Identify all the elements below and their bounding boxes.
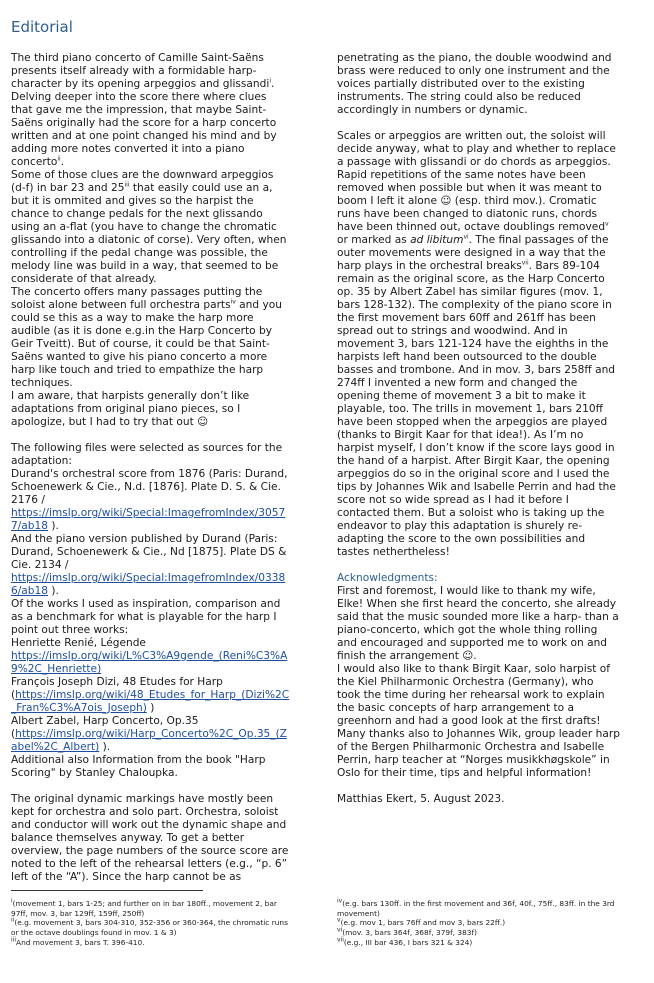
footnotes-left — [11, 899, 289, 948]
footnote-ref[interactable]: iii — [124, 181, 130, 189]
footnote-ref[interactable]: ii — [57, 155, 61, 163]
reduction-paragraph: penetrating as the piano, the double woodwind and brass were reduced to only one instrument and the voices partially distributed over to the existing instruments. The string could also be reduced accordingly in numbers or dynamic. — [337, 52, 612, 116]
inspiration-intro: Of the works I used as inspiration, comparison and as a benchmark for what is playable for the harp I point out three works: — [11, 598, 281, 636]
work-dizi-link[interactable]: https://imslp.org/wiki/48_Etudes_for_Harp_(Dizi%2C_Fran%C3%A7ois_Joseph) — [11, 689, 290, 714]
left-column — [11, 52, 291, 884]
footnote-ref[interactable]: vii — [521, 259, 529, 267]
footnote: $^i$(movement 1, bars 1-25; and further on in bar 180ff., movement 2, bar 97ff, mov. 3, bar 129ff, 159ff, 250ff) — [11, 897, 277, 918]
dynamics-paragraph: The original dynamic markings have mostly been kept for orchestra and solo part. Orchestra, soloist and conductor will work out the dynamic shape and balance themselves anyway. To get a better overview, the page numbers of the source score are noted to the left of the rehearsal letters (e.g., “p. 6” left of the “A”). Since the harp cannot be as — [11, 793, 289, 883]
source-piano: And the piano version published by Durand (Paris: Durand, Schoenewerk & Cie., Nd [1875]. Plate DS & Cie. 2134 / https://imslp.org/wiki/Special:ImagefromIndex/03386/ab18 ). — [11, 533, 287, 597]
footnote-ref[interactable]: i — [269, 77, 271, 85]
footnote: $^{iv}$(e.g. bars 130ff. in the first movement and 36f, 40f., 75ff., 83ff. in the 3rd movement) — [337, 897, 615, 918]
source-piano-link[interactable]: https://imslp.org/wiki/Special:ImagefromIndex/03386/ab18 — [11, 572, 286, 597]
footnote: $^{vi}$(mov. 3, bars 364f, 368f, 379f, 383f) — [337, 926, 477, 938]
scales-paragraph: Scales or arpeggios are written out, the soloist will decide anyway, what to play and whether to replace a passage with glissandi or do chords as arpeggios. Rapid repetitions of the same notes have been removed when possible but when it was meant to boom I left it alone ☺ (esp. third mov.). Cromatic runs have been changed to diatonic runs, chords have been thinned out, octave doublings removed$^v$ or marked as ad libitum$^{vi}$. The final passages of the outer movements were designed in a way that the harp plays in the orchestral breaks$^{vii}$. Bars 89-104 remain as the original score, as the Harp Concerto op. 35 by Albert Zabel has similar figures (mov. 1, bars 128-132). The complexity of the piano score in the first movement bars 60ff and 261ff has been spread out to strings and woodwind. And in movement 3, bars 121-124 have the eighths in the harpists left hand been outsourced to the double basses and trombone. And in mov. 3, bars 258ff and 274ff I invented a new form and changed the opening theme of movement 3 a bit to make it playable, too. The trills in movement 1, bars 210ff have been stopped when the arpeggios are played (thanks to Birgit Kaar for that idea!). As I’m no harpist myself, I don’t know if the score lays good in the hand of a harpist. After Birgit Kaar, the opening arpeggios do so in the original score and I used the tips by Johannes Wik and Isabelle Perrin and had the score not so wide spread as I had it before I contacted them. But a soloist who is taking up the endeavor to play this adaptation is shurely re-adapting the score to the own possibilities and tastes nethertheless! — [337, 130, 616, 558]
additional-info: Additional also Information from the book "Harp Scoring" by Stanley Chaloupka. — [11, 754, 266, 779]
thanks-wife: First and foremost, I would like to thank my wife, Elke! When she first heard the concerto, she already said that the music sounded more like a harp- than a piano-concerto, which got the whole thing rolling and encouraged and supported me to work on and finish the arrangement ☺. — [337, 585, 619, 662]
footnote: $^{ii}$(e.g. movement 3, bars 304-310, 352-356 or 360-364, the chromatic runs or the octave doublings found in mov. 1 & 3) — [11, 916, 288, 938]
work-renie: Henriette Renié, Légende https://imslp.org/wiki/L%C3%A9gende_(Reni%C3%A9%2C_Henriette) — [11, 637, 288, 675]
intro-paragraph: The third piano concerto of Camille Saint-Saëns presents itself already with a formidable harp-character by its opening arpeggios and glissandi$^i$. Delving deeper into the score there where clues that gave me the impression, that maybe Saint-Saëns originally had the score for a harp concerto written and at one point changed his mind and by adding more notes converted it into a piano concerto$^{ii}$. — [11, 52, 277, 168]
footnote-divider — [11, 890, 203, 891]
footnote-ref[interactable]: iv — [230, 298, 236, 306]
thanks-harpists: I would also like to thank Birgit Kaar, solo harpist of the Kiel Philharmonic Orchestra (Germany), who took the time during her rehearsal work to explain the basic concepts of harp arrangement to a greenhorn and had a good look at the first drafts! Many thanks also to Johannes Wik, group leader harp of the Bergen Philharmonic Orchestra and Isabelle Perrin, harp teacher at “Norges musikkhøgskole” in Oslo for their time, tips and helpful information! — [337, 663, 620, 779]
apology-paragraph: I am aware, that harpists generally don’t like adaptations from original piano pieces, so I apologize, but I had to try that out ☺ — [11, 390, 250, 428]
source-orchestral-link[interactable]: https://imslp.org/wiki/Special:ImagefromIndex/30577/ab18 — [11, 507, 286, 532]
sources-intro: The following files were selected as sources for the adaptation: — [11, 442, 283, 467]
right-column — [337, 52, 620, 806]
footnote-ref[interactable]: vi — [463, 233, 469, 241]
footnote: $^{vii}$(e.g., III bar 436, I bars 321 & 324) — [337, 936, 473, 947]
clues-paragraph: Some of those clues are the downward arpeggios (d-f) in bar 23 and 25$^{iii}$ that easily could use an a, but it is ommited and gives so the harpist the chance to change pedals for the next glissando using an a-flat (you have to change the chromatic glissando into a diatonic of corse). Very often, when controlling if the pedal change was possible, the melody line was build in a way, that seemed to be considerate of that already. — [11, 169, 287, 285]
footnote-ref[interactable]: v — [605, 220, 609, 228]
footnote: $^{iii}$And movement 3, bars T. 396-410. — [11, 936, 145, 947]
page-title: Editorial — [11, 18, 73, 36]
signature: Matthias Ekert, 5. August 2023. — [337, 793, 505, 805]
acknowledgments-heading: Acknowledgments: — [337, 572, 438, 584]
footnote: $^v$(e.g. mov 1, bars 76ff and mov 3, bars 22ff.) — [337, 916, 506, 928]
work-zabel: Albert Zabel, Harp Concerto, Op.35 (https://imslp.org/wiki/Harp_Concerto%2C_Op.35_(Zabel%2C_Albert) ). — [11, 715, 287, 753]
footnotes-right — [337, 899, 627, 948]
work-zabel-link[interactable]: https://imslp.org/wiki/Harp_Concerto%2C_Op.35_(Zabel%2C_Albert) — [11, 728, 287, 753]
work-renie-link[interactable]: https://imslp.org/wiki/L%C3%A9gende_(Reni%C3%A9%2C_Henriette) — [11, 650, 288, 675]
work-dizi: François Joseph Dizi, 48 Etudes for Harp (https://imslp.org/wiki/48_Etudes_for_Harp_(Dizi%2C_Fran%C3%A7ois_Joseph) ) — [11, 676, 290, 714]
solo-passages-paragraph: The concerto offers many passages putting the soloist alone between full orchestra parts$^{iv}$ and you could se this as a way to make the harp more audible (as it is done e.g.in the Harp Concerto by Geir Tveitt). But of course, it could be that Saint-Saëns wanted to give his piano concerto a more harp like touch and tried to empathize the harp techniques. — [11, 286, 282, 389]
source-orchestral: Durand's orchestral score from 1876 (Paris: Durand, Schoenewerk & Cie., N.d. [1876]. Plate D. S. & Cie. 2176 / https://imslp.org/wiki/Special:ImagefromIndex/30577/ab18 ). — [11, 468, 288, 532]
